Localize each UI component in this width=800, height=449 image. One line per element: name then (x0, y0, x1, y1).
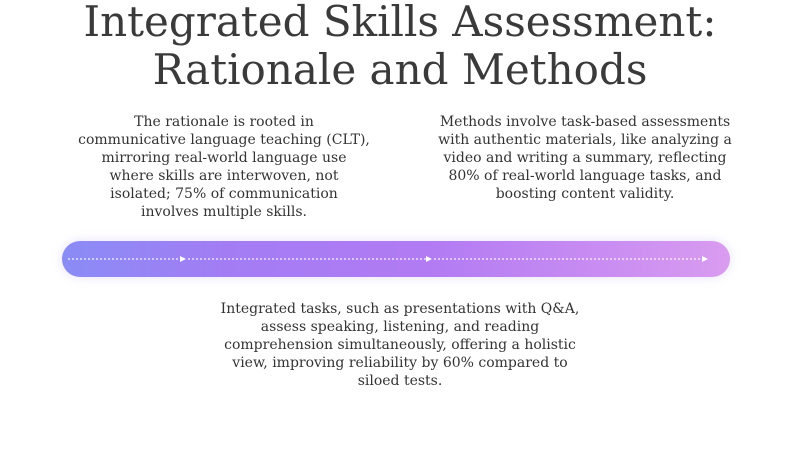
integrated-tasks-text: Integrated tasks, such as presentations with Q&A, assess speaking, listening, and reading comprehension simultaneously, offering a holistic view, improving reliability by 60% compared to siloed tests. (220, 301, 580, 389)
arrow-icon-1 (180, 256, 186, 262)
rationale-text: The rationale is rooted in communicative language teaching (CLT), mirroring real-world language use where skills are interwoven, not isolated; 75% of communication involves multiple skills. (78, 114, 370, 220)
timeline-arrows (62, 241, 730, 277)
slide-title (0, 0, 800, 94)
title-line-2: Rationale and Methods (152, 45, 648, 94)
timeline-bar (62, 241, 730, 277)
arrow-icon-2 (426, 256, 432, 262)
title-line-1: Integrated Skills Assessment: (83, 0, 717, 46)
arrow-icon-3 (702, 256, 708, 262)
methods-text: Methods involve task-based assessments with authentic materials, like analyzing a video and writing a summary, reflecting 80% of real-world language tasks, and boosting content validity. (438, 114, 732, 202)
